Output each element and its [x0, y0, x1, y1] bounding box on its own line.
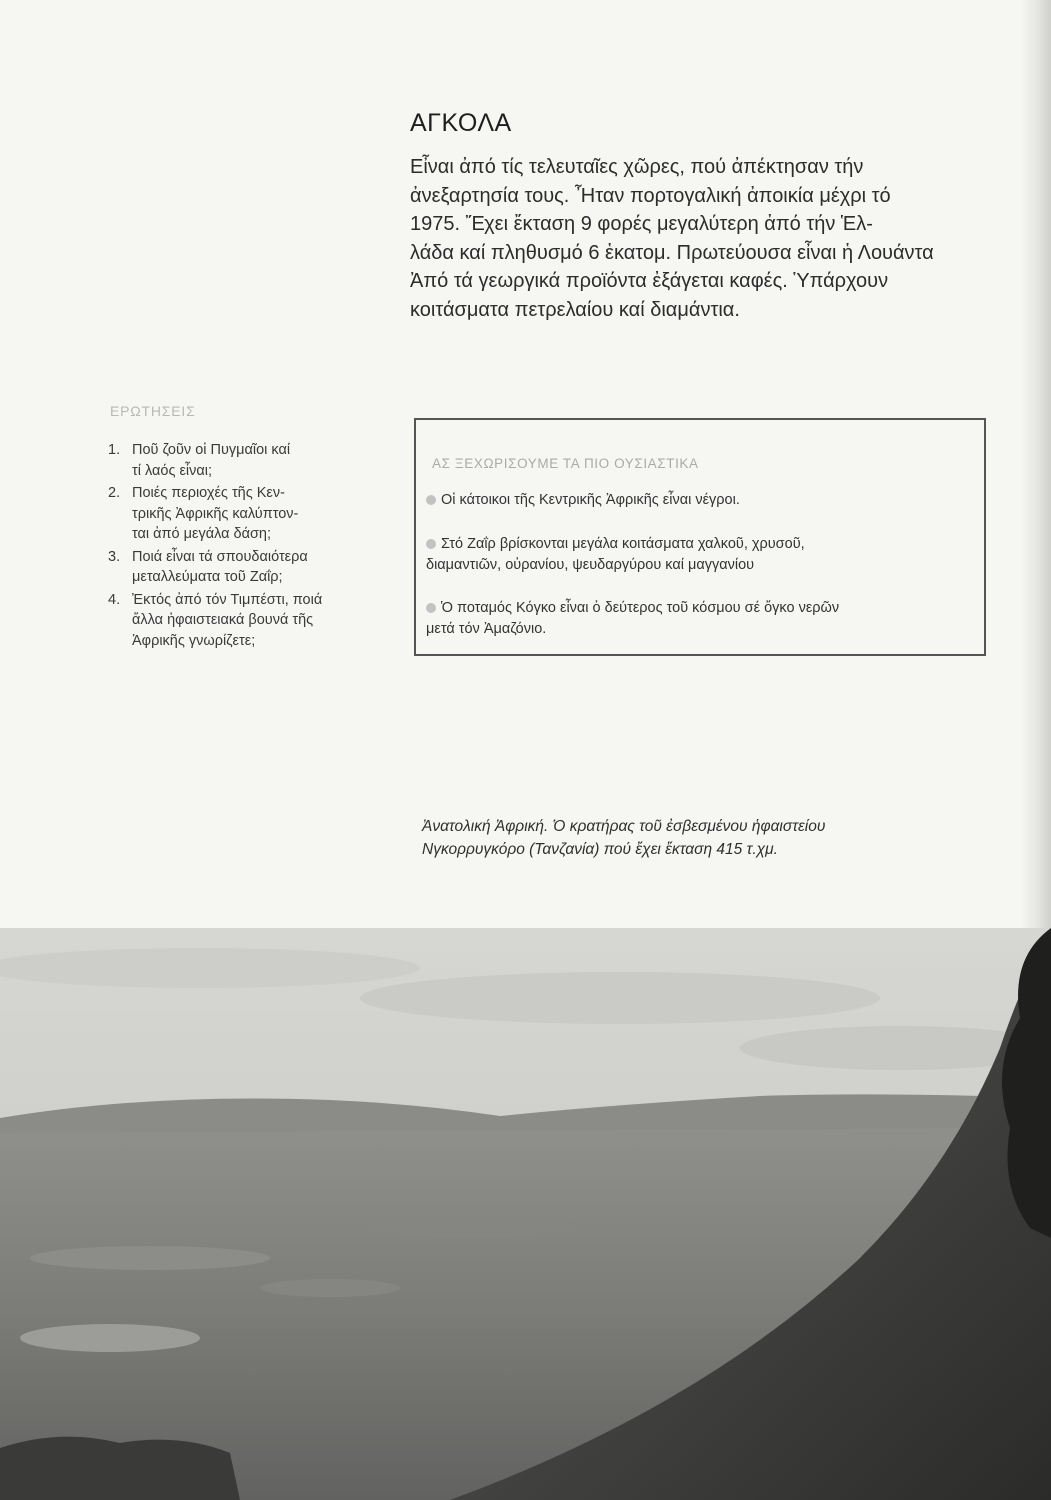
summary-line: διαμαντιῶν, οὐρανίου, ψευδαργύρου καί μαγγανίου: [426, 556, 755, 573]
intro-line: ἀνεξαρτησία τους. Ἦταν πορτογαλική ἀποικία μέχρι τό: [410, 184, 891, 207]
bullet-dot-icon: [426, 603, 436, 613]
question-number: 3.: [108, 548, 121, 565]
section-heading: ΑΓΚΟΛΑ: [410, 108, 512, 137]
question-line: Ποιά εἶναι τά σπουδαιότερα: [132, 548, 308, 565]
caption-line: Νγκορρυγκόρο (Τανζανία) πού ἔχει ἔκταση 415 τ.χμ.: [422, 841, 778, 858]
question-number: 1.: [108, 442, 121, 458]
intro-line: κοιτάσματα πετρελαίου καί διαμάντια.: [410, 298, 740, 321]
question-line: ται ἀπό μεγάλα δάση;: [132, 526, 272, 542]
question-item: [108, 440, 378, 481]
summary-line-wrap: [426, 598, 976, 619]
plain-patch: [260, 1279, 400, 1297]
plain-patch: [360, 1218, 580, 1238]
intro-paragraph: [410, 153, 1002, 324]
summary-line: Στό Ζαΐρ βρίσκονται μεγάλα κοιτάσματα χαλκοῦ, χρυσοῦ,: [441, 536, 805, 552]
caption-line: Ἀνατολική Ἀφρική. Ὁ κρατήρας τοῦ ἐσβεσμένου ἡφαιστείου: [422, 818, 826, 835]
summary-line: Ὁ ποταμός Κόγκο εἶναι ὁ δεύτερος τοῦ κόσμου σέ ὄγκο νερῶν: [441, 600, 840, 616]
question-item: [108, 483, 378, 545]
foreground-shrubs: [0, 1437, 240, 1500]
summary-item: [426, 598, 976, 639]
crater-lake: [30, 1246, 270, 1270]
bullet-dot-icon: [426, 495, 436, 505]
summary-line-wrap: [426, 490, 976, 511]
question-line: τρικῆς Ἀφρικῆς καλύπτον-: [132, 505, 299, 522]
intro-line: Ἀπό τά γεωργικά προϊόντα ἐξάγεται καφές. Ὑπάρχουν: [410, 270, 889, 292]
question-number: 2.: [108, 485, 121, 501]
questions-title: ΕΡΩΤΗΣΕΙΣ: [110, 403, 196, 419]
question-line: μεταλλεύματα τοῦ Ζαΐρ;: [132, 569, 283, 585]
question-line: Ἐκτός ἀπό τόν Τιμπέστι, ποιά: [132, 591, 323, 608]
question-item: [108, 590, 378, 652]
cloud: [0, 948, 420, 988]
intro-line: 1975. Ἔχει ἔκταση 9 φορές μεγαλύτερη ἀπό τήν Ἑλ-: [410, 213, 873, 235]
question-line: Ἀφρικῆς γνωρίζετε;: [132, 632, 256, 649]
summary-box: [414, 418, 986, 656]
summary-title: ΑΣ ΞΕΧΩΡΙΣΟΥΜΕ ΤΑ ΠΙΟ ΟΥΣΙΑΣΤΙΚΑ: [432, 456, 699, 471]
crater-lake: [20, 1324, 200, 1352]
summary-line: μετά τόν Ἀμαζόνιο.: [426, 620, 547, 637]
question-number: 4.: [108, 591, 121, 608]
question-item: [108, 547, 378, 588]
intro-line: Εἶναι ἀπό τίς τελευταῖες χῶρες, πού ἀπέκτησαν τήν: [410, 156, 864, 178]
questions-list: [108, 440, 378, 653]
question-line: Ποῦ ζοῦν οἱ Πυγμαῖοι καί: [132, 442, 291, 458]
photo-caption: [422, 815, 982, 861]
question-line: τί λαός εἶναι;: [132, 462, 213, 479]
intro-line: λάδα καί πληθυσμό 6 ἑκατομ. Πρωτεύουσα εἶναι ἡ Λουάντα: [410, 241, 934, 264]
summary-line: Οἱ κάτοικοι τῆς Κεντρικῆς Ἀφρικῆς εἶναι νέγροι.: [441, 492, 740, 508]
landscape-photo: [0, 928, 1051, 1500]
bullet-dot-icon: [426, 539, 436, 549]
summary-item: [426, 490, 976, 511]
question-line: Ποιές περιοχές τῆς Κεν-: [132, 485, 285, 501]
summary-line-wrap: [426, 534, 976, 555]
summary-item: [426, 534, 976, 575]
question-line: ἄλλα ἡφαιστειακά βουνά τῆς: [132, 612, 314, 628]
cloud: [360, 972, 880, 1024]
